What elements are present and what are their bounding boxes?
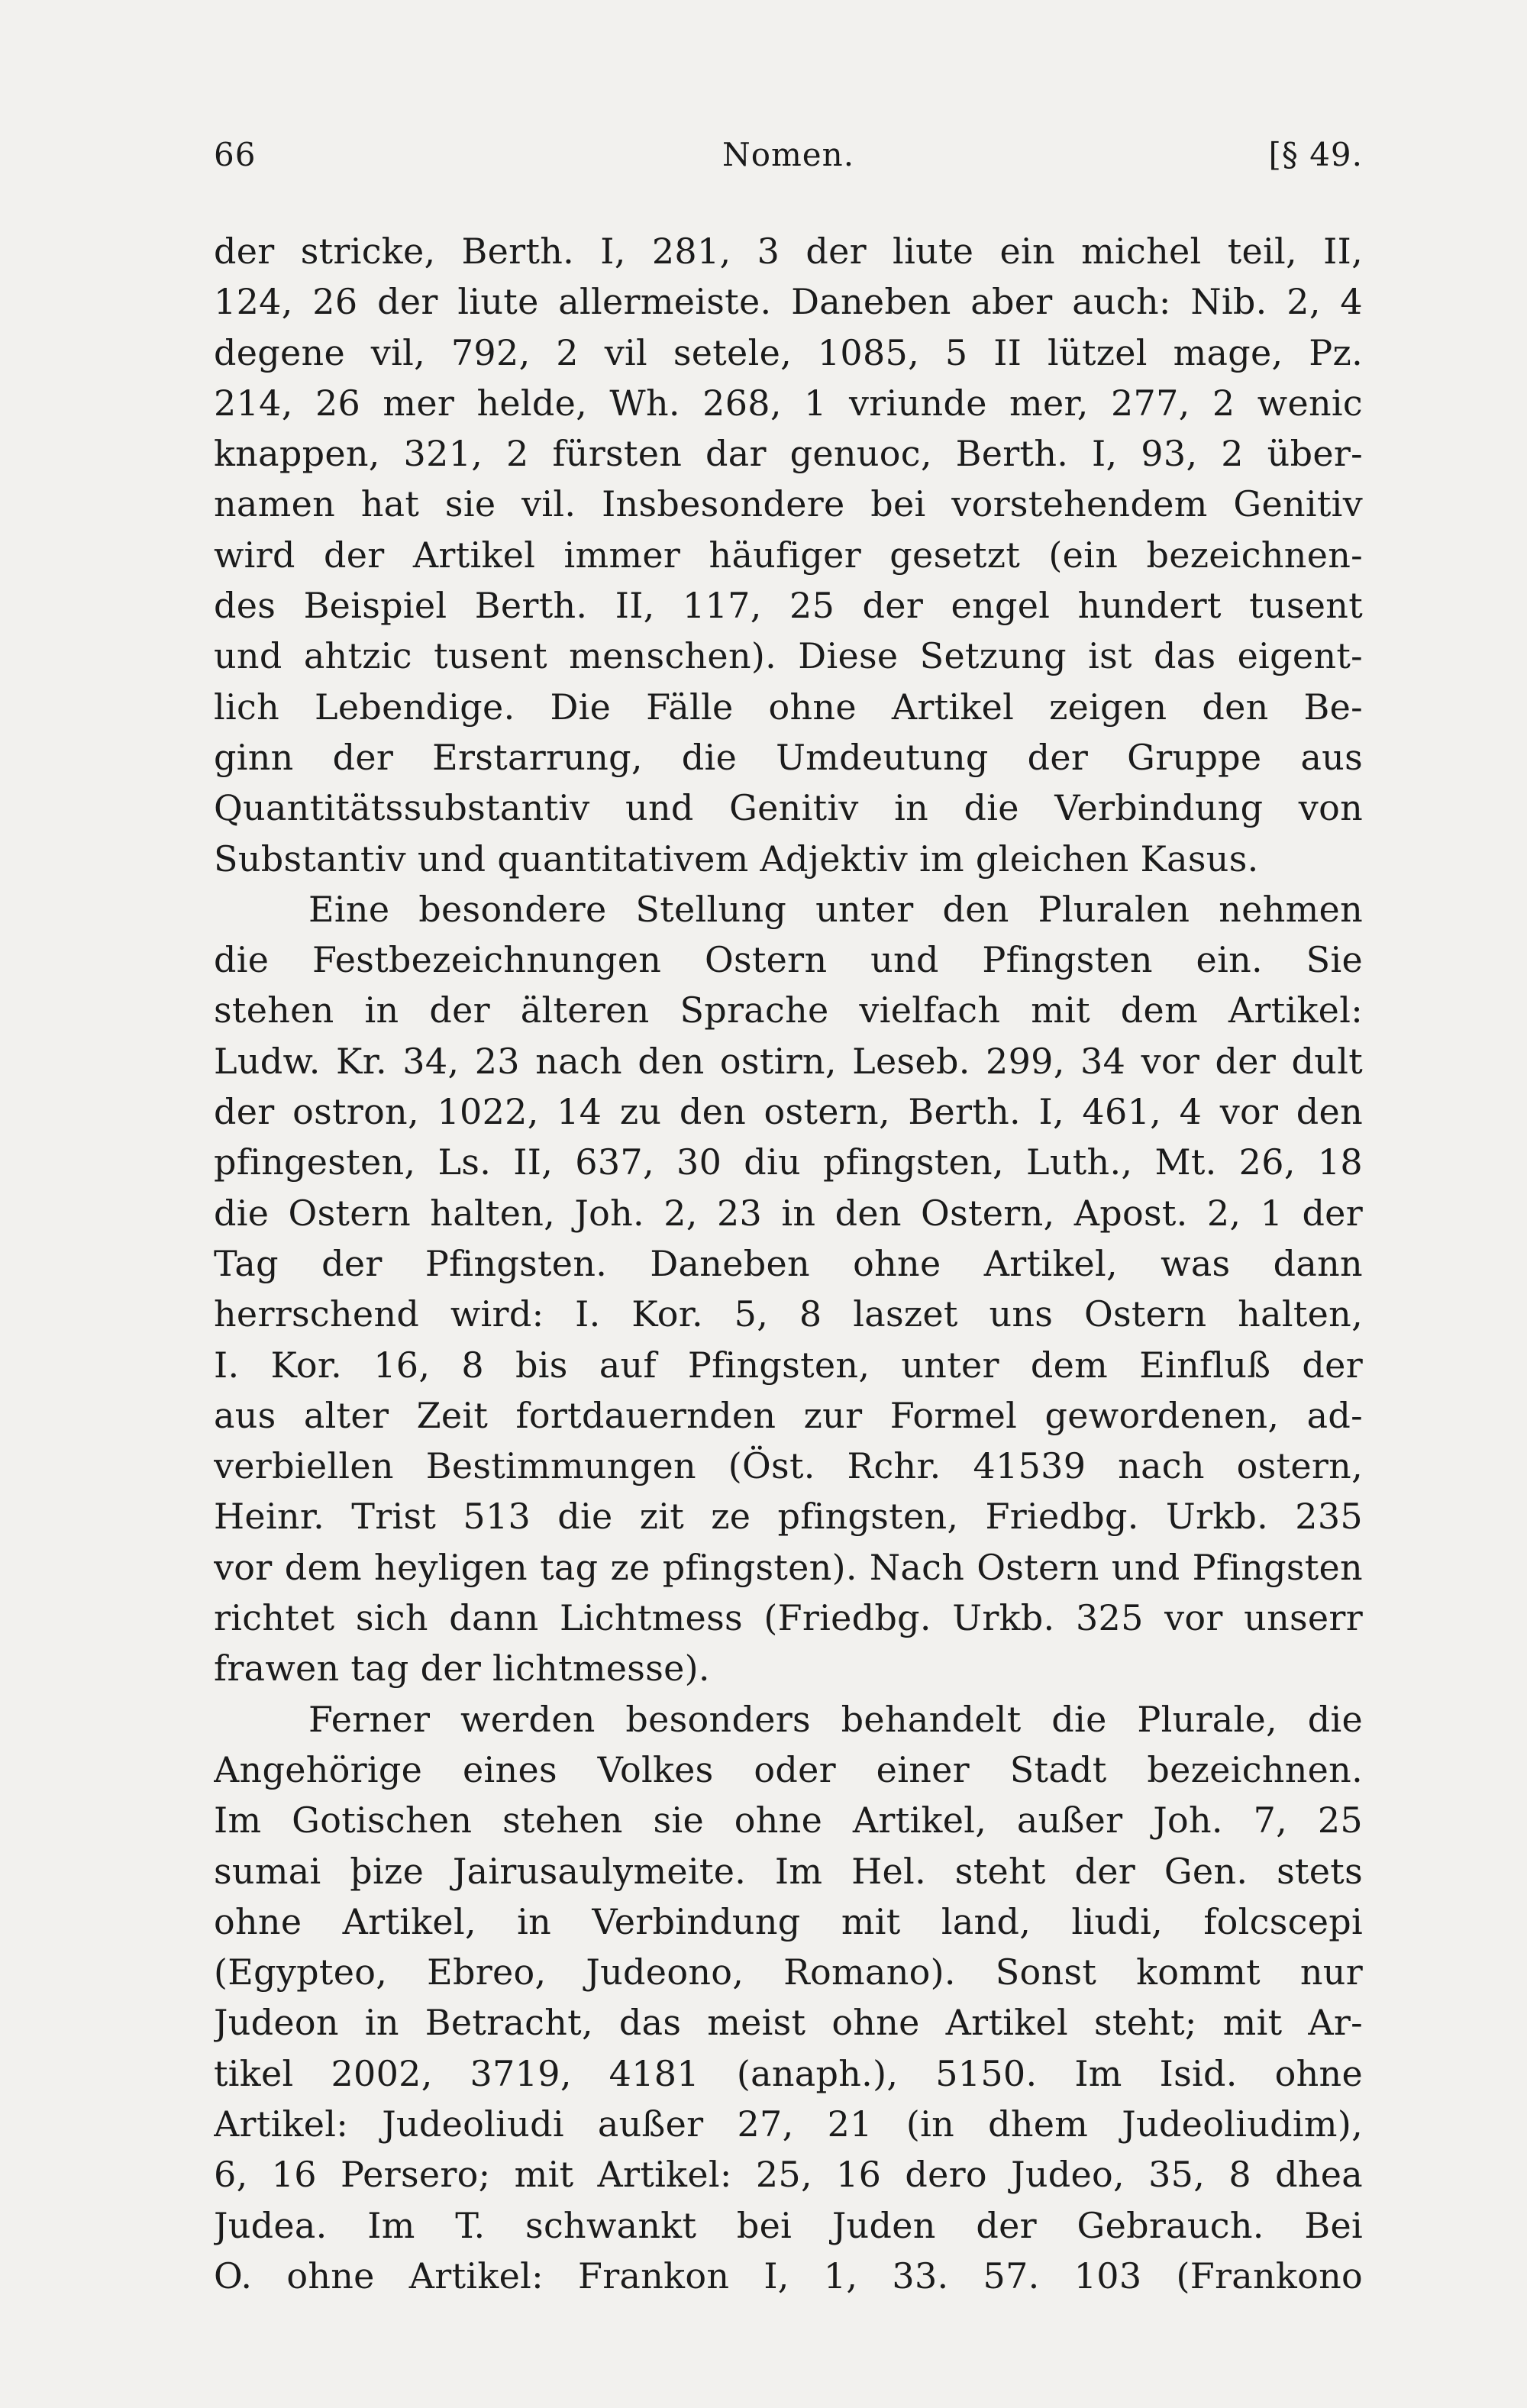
text-line: Angehörige eines Volkes oder einer Stadt bezeichnen. xyxy=(214,1748,1363,1790)
text-line: frawen tag der lichtmesse). xyxy=(214,1648,710,1690)
body-text xyxy=(214,226,1363,2301)
text-line: knappen, 321, 2 fürsten dar genuoc, Berth. I, 93, 2 über- xyxy=(214,433,1363,475)
text-line: herrschend wird: I. Kor. 5, 8 laszet uns Ostern halten, xyxy=(214,1293,1363,1335)
text-line: stehen in der älteren Sprache vielfach mit dem Artikel: xyxy=(214,989,1363,1031)
text-line: richtet sich dann Lichtmess (Friedbg. Urkb. 325 vor unserr xyxy=(214,1597,1363,1639)
text-line: Judeon in Betracht, das meist ohne Artikel steht; mit Ar- xyxy=(214,2002,1363,2044)
text-line: Quantitätssubstantiv und Genitiv in die Verbindung von xyxy=(214,787,1363,829)
paragraph-start-line: Eine besondere Stellung unter den Pluralen nehmen xyxy=(308,888,1363,930)
text-line: (Egypteo, Ebreo, Judeono, Romano). Sonst kommt nur xyxy=(214,1951,1363,1993)
text-line: Substantiv und quantitativem Adjektiv im gleichen Kasus. xyxy=(214,838,1259,880)
text-line: pfingesten, Ls. II, 637, 30 diu pfingsten, Luth., Mt. 26, 18 xyxy=(214,1141,1363,1183)
text-line: lich Lebendige. Die Fälle ohne Artikel zeigen den Be- xyxy=(214,686,1363,728)
text-line: Ludw. Kr. 34, 23 nach den ostirn, Leseb. 299, 34 vor der dult xyxy=(214,1040,1363,1082)
text-line: sumai þize Jairusaulymeite. Im Hel. steht der Gen. stets xyxy=(214,1850,1363,1892)
text-line: ohne Artikel, in Verbindung mit land, liudi, folcscepi xyxy=(214,1900,1363,1942)
text-line: die Festbezeichnungen Ostern und Pfingsten ein. Sie xyxy=(214,939,1363,981)
text-line: ginn der Erstarrung, die Umdeutung der Gruppe aus xyxy=(214,736,1363,778)
text-line: I. Kor. 16, 8 bis auf Pfingsten, unter dem Einfluß der xyxy=(214,1344,1363,1386)
section-reference: [§ 49. xyxy=(1268,136,1363,173)
text-line: des Beispiel Berth. II, 117, 25 der engel hundert tusent xyxy=(214,585,1363,627)
text-line: vor dem heyligen tag ze pfingsten). Nach Ostern und Pfingsten xyxy=(214,1546,1363,1588)
text-line: aus alter Zeit fortdauernden zur Formel gewordenen, ad- xyxy=(214,1394,1363,1436)
text-line: die Ostern halten, Joh. 2, 23 in den Ostern, Apost. 2, 1 der xyxy=(214,1192,1363,1234)
text-line: tikel 2002, 3719, 4181 (anaph.), 5150. Im Isid. ohne xyxy=(214,2052,1363,2094)
text-line: 6, 16 Persero; mit Artikel: 25, 16 dero Judeo, 35, 8 dhea xyxy=(214,2154,1363,2196)
text-line: und ahtzic tusent menschen). Diese Setzung ist das eigent- xyxy=(214,635,1363,677)
text-line: namen hat sie vil. Insbesondere bei vorstehendem Genitiv xyxy=(214,483,1363,525)
text-line: Heinr. Trist 513 die zit ze pfingsten, Friedbg. Urkb. 235 xyxy=(214,1496,1363,1538)
text-line: verbiellen Bestimmungen (Öst. Rchr. 41539 nach ostern, xyxy=(214,1445,1363,1487)
text-line: O. ohne Artikel: Frankon I, 1, 33. 57. 103 (Frankono xyxy=(214,2255,1363,2297)
text-line: Im Gotischen stehen sie ohne Artikel, außer Joh. 7, 25 xyxy=(214,1800,1363,1842)
page-title: Nomen. xyxy=(722,136,855,173)
text-line: Judea. Im T. schwankt bei Juden der Gebrauch. Bei xyxy=(214,2204,1363,2246)
text-line: 124, 26 der liute allermeiste. Daneben aber auch: Nib. 2, 4 xyxy=(214,281,1363,323)
text-line: degene vil, 792, 2 vil setele, 1085, 5 II lützel mage, Pz. xyxy=(214,331,1363,373)
text-line: Artikel: Judeoliudi außer 27, 21 (in dhem Judeoliudim), xyxy=(214,2103,1363,2145)
text-line: der ostron, 1022, 14 zu den ostern, Berth. I, 461, 4 vor den xyxy=(214,1091,1363,1133)
page-number: 66 xyxy=(214,136,257,173)
text-line: wird der Artikel immer häufiger gesetzt (ein bezeichnen- xyxy=(214,534,1363,576)
text-line: Tag der Pfingsten. Daneben ohne Artikel, was dann xyxy=(214,1242,1363,1284)
text-line: 214, 26 mer helde, Wh. 268, 1 vriunde mer, 277, 2 wenic xyxy=(214,382,1363,424)
paragraph-start-line: Ferner werden besonders behandelt die Plurale, die xyxy=(308,1698,1363,1740)
text-line: der stricke, Berth. I, 281, 3 der liute ein michel teil, II, xyxy=(214,231,1363,272)
running-header xyxy=(214,136,1363,189)
